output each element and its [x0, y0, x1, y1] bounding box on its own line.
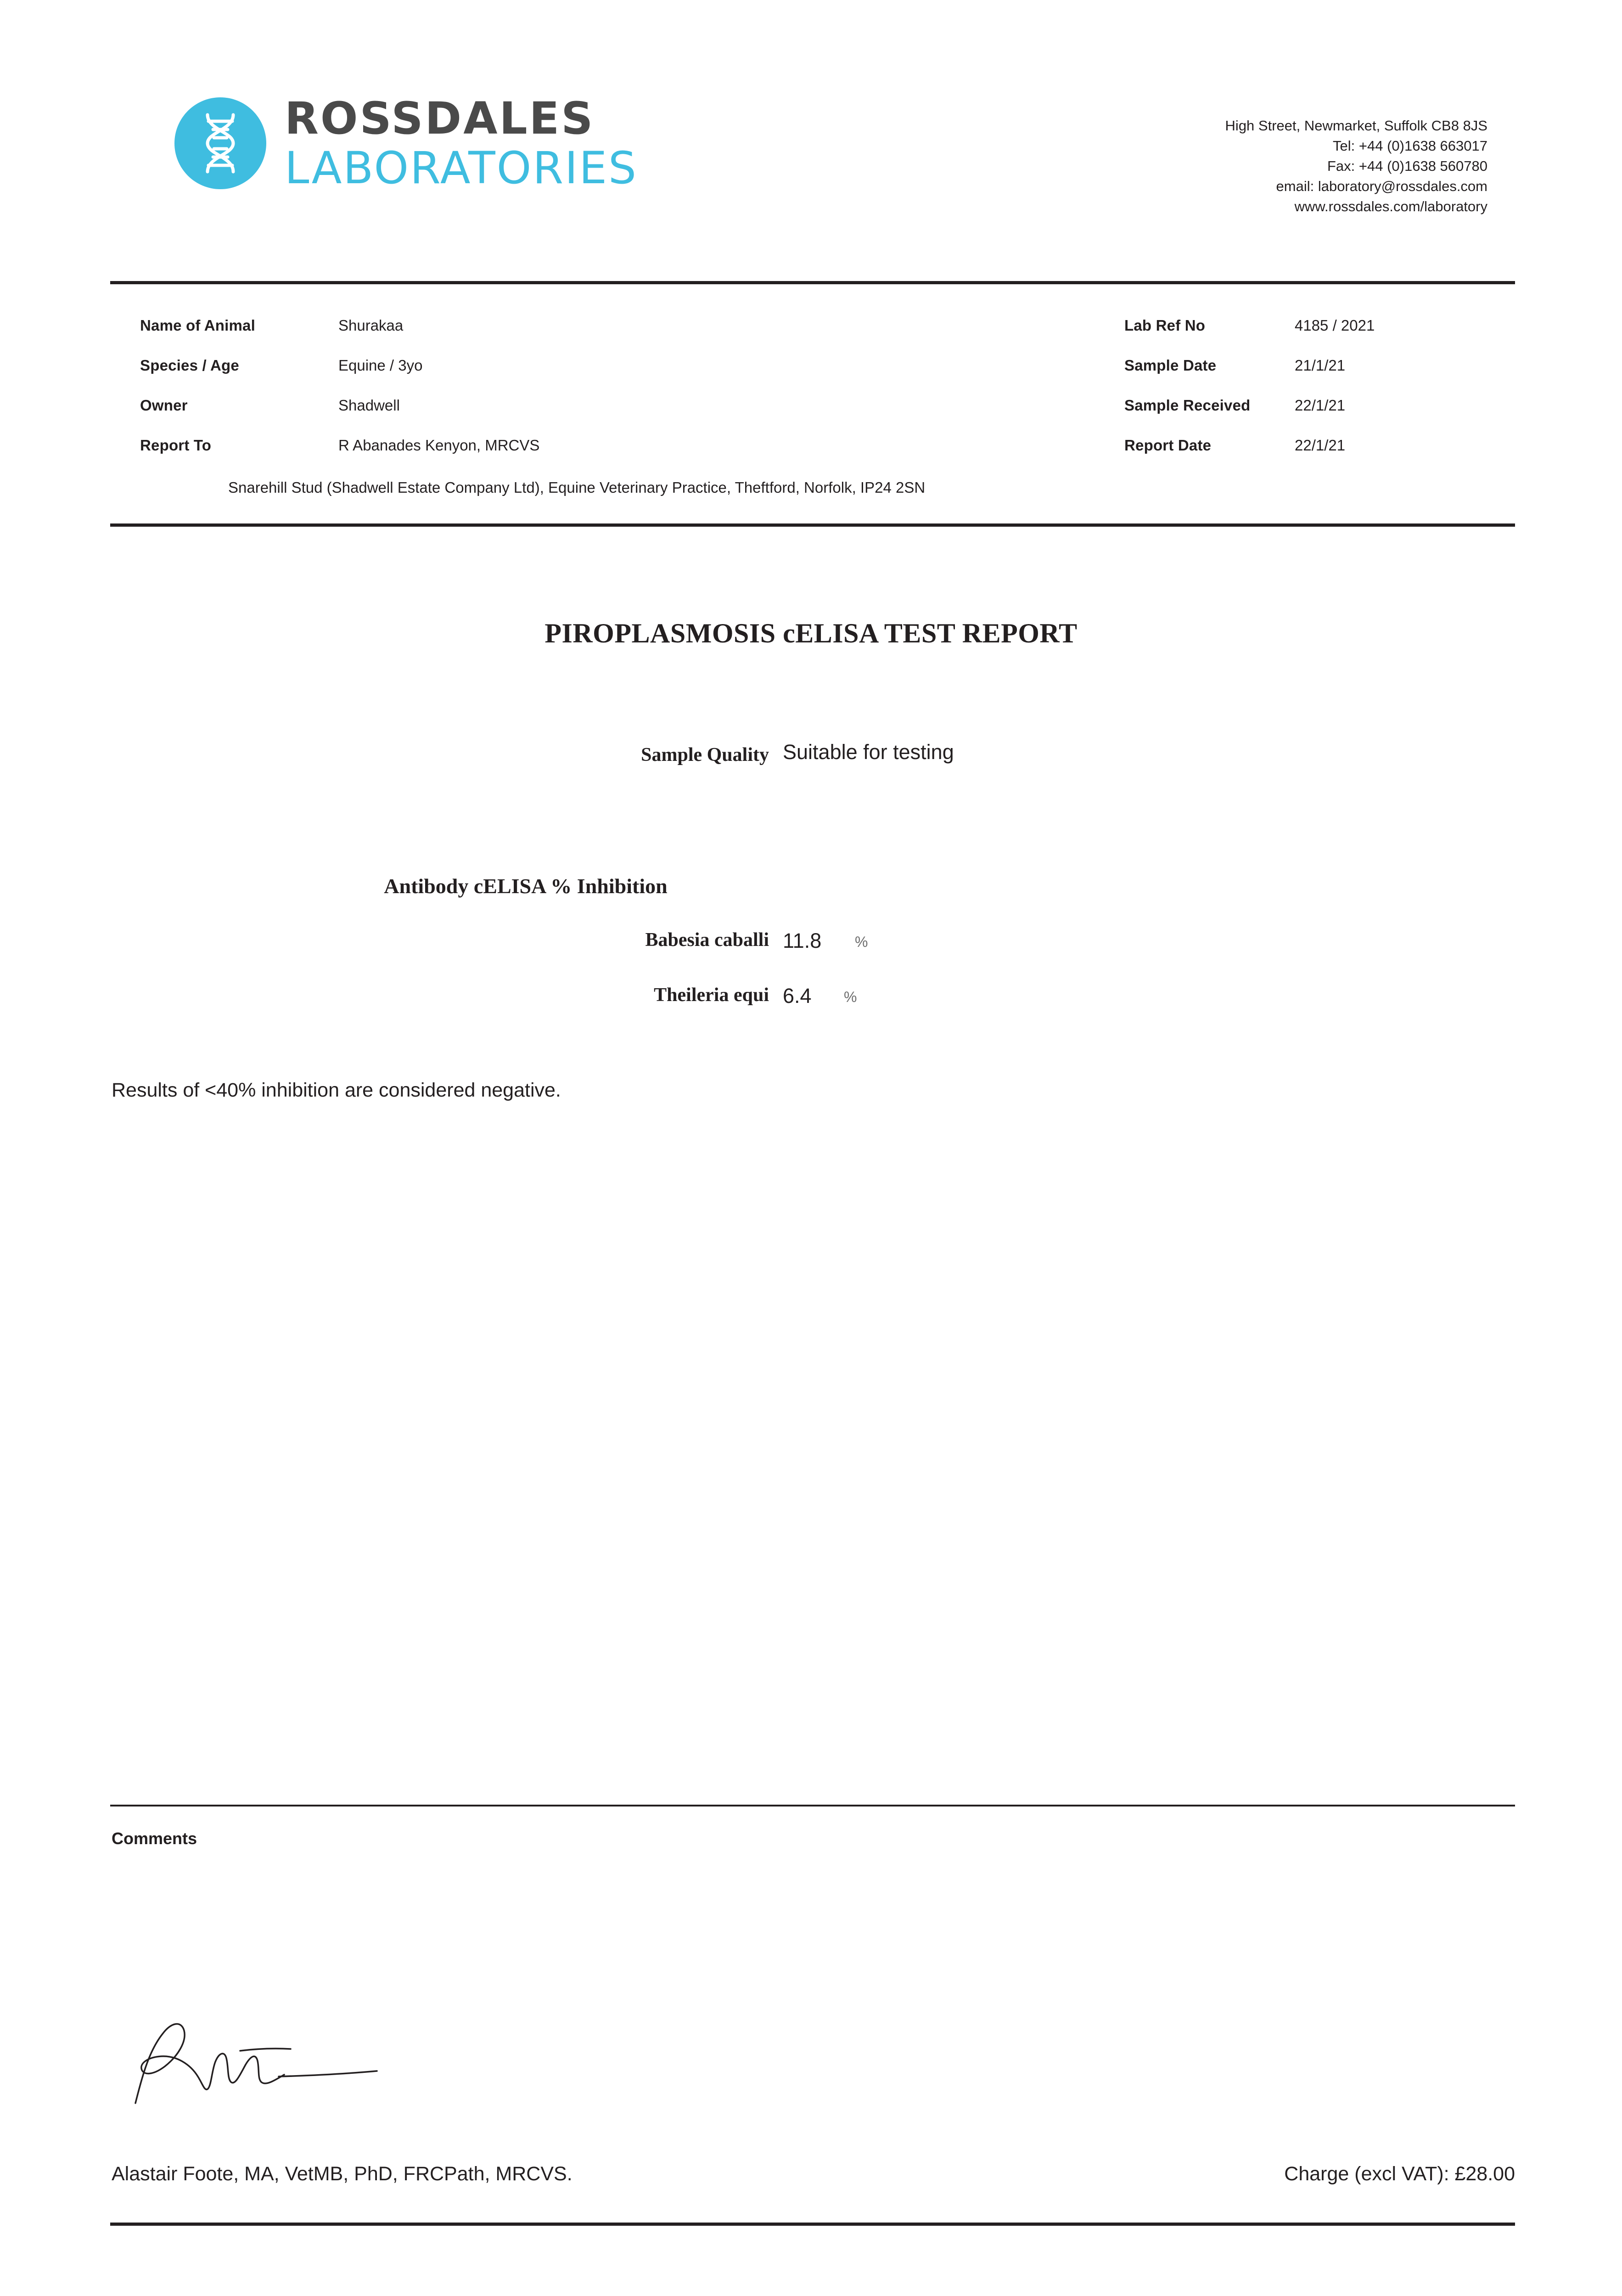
detail-label-report-to: Report To	[140, 437, 212, 454]
table-row	[110, 437, 1515, 477]
result-unit-theileria-equi: %	[844, 989, 857, 1005]
detail-label-report-date: Report Date	[1124, 437, 1212, 454]
detail-practice-address: Snarehill Stud (Shadwell Estate Company Ltd), Equine Veterinary Practice, Theftford, Norfolk, IP24 2SN	[228, 479, 926, 496]
detail-value-lab-ref-no: 4185 / 2021	[1295, 317, 1375, 334]
detail-value-species-age: Equine / 3yo	[338, 357, 423, 374]
page-title: PIROPLASMOSIS cELISA TEST REPORT	[544, 618, 1078, 648]
header-divider-top	[110, 281, 1515, 284]
detail-label-lab-ref-no: Lab Ref No	[1124, 317, 1206, 334]
detail-label-species-age: Species / Age	[140, 357, 239, 374]
detail-label-name-of-animal: Name of Animal	[140, 317, 255, 334]
details-table	[110, 317, 1515, 477]
detail-value-sample-received: 22/1/21	[1295, 397, 1346, 414]
charge-amount: Charge (excl VAT): £28.00	[1284, 2163, 1515, 2185]
detail-label-sample-received: Sample Received	[1124, 397, 1251, 414]
table-row	[110, 317, 1515, 357]
negative-threshold-note: Results of <40% inhibition are considered negative.	[112, 1079, 561, 1101]
contact-email: email: laboratory@rossdales.com	[1276, 178, 1487, 195]
result-label-babesia-caballi: Babesia caballi	[645, 929, 769, 951]
contact-fax: Fax: +44 (0)1638 560780	[1327, 158, 1487, 174]
handwritten-signature	[117, 2007, 466, 2122]
contact-website: www.rossdales.com/laboratory	[1294, 198, 1487, 215]
comments-divider	[110, 1805, 1515, 1806]
contact-block	[1225, 116, 1487, 217]
detail-value-report-date: 22/1/21	[1295, 437, 1346, 454]
table-row	[110, 357, 1515, 397]
detail-value-sample-date: 21/1/21	[1295, 357, 1346, 374]
result-label-theileria-equi: Theileria equi	[654, 985, 769, 1006]
detail-value-name-of-animal: Shurakaa	[338, 317, 404, 334]
sample-quality-label: Sample Quality	[641, 744, 769, 765]
brand-logo	[174, 93, 638, 194]
result-value-theileria-equi: 6.4	[783, 984, 812, 1007]
sample-quality-value: Suitable for testing	[783, 740, 954, 764]
details-divider-bottom	[110, 523, 1515, 527]
antibody-heading: Antibody cELISA % Inhibition	[384, 874, 668, 898]
signer-name: Alastair Foote, MA, VetMB, PhD, FRCPath, MRCVS.	[112, 2163, 572, 2185]
detail-label-owner: Owner	[140, 397, 188, 414]
dna-helix-icon	[174, 97, 266, 189]
result-unit-babesia-caballi: %	[855, 934, 868, 950]
result-value-babesia-caballi: 11.8	[783, 929, 822, 952]
contact-tel: Tel: +44 (0)1638 663017	[1333, 138, 1487, 154]
footer-divider	[110, 2223, 1515, 2226]
detail-value-report-to: R Abanades Kenyon, MRCVS	[338, 437, 540, 454]
brand-name-secondary: LABORATORIES	[285, 142, 638, 194]
table-row	[110, 397, 1515, 437]
brand-name-primary: ROSSDALES	[285, 93, 595, 144]
page-header	[110, 92, 1515, 230]
comments-label: Comments	[112, 1829, 197, 1848]
detail-value-owner: Shadwell	[338, 397, 400, 414]
detail-label-sample-date: Sample Date	[1124, 357, 1217, 374]
contact-address: High Street, Newmarket, Suffolk CB8 8JS	[1225, 118, 1487, 134]
